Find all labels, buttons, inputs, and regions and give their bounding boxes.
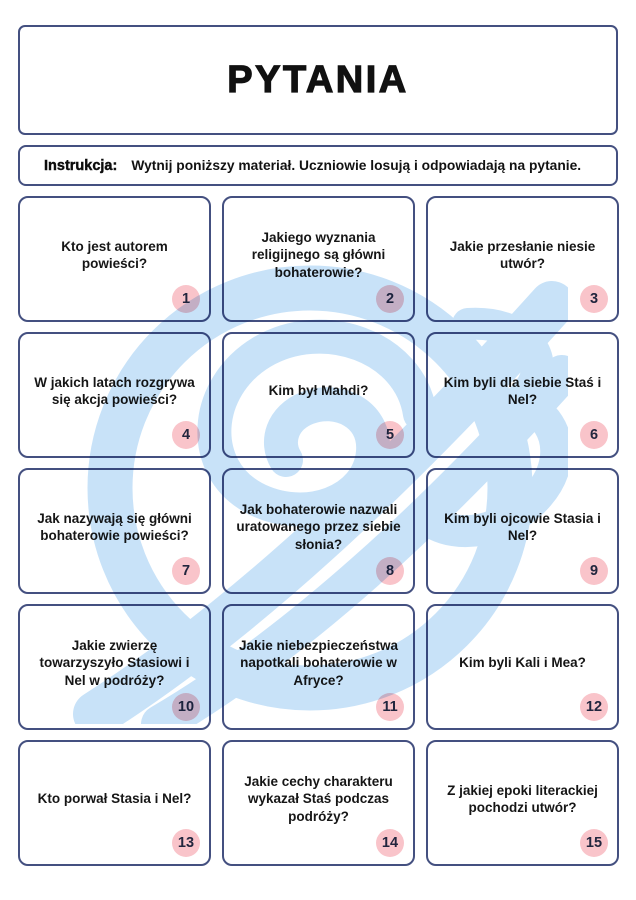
title-box [18,25,618,135]
card-number-badge: 5 [376,421,404,449]
page-title: PYTANIA [227,58,409,101]
card-number-badge: 9 [580,557,608,585]
card-question: Z jakiej epoki literackiej pochodzi utwór? [447,782,598,815]
question-card [18,604,211,730]
card-question: Kim był Mahdi? [268,383,369,399]
instruction-text: Wytnij poniższy materiał. Uczniowie losują i odpowiadają na pytanie. [131,158,582,173]
question-card [222,332,415,458]
card-question: Jakie cechy charakteru wykazał Staś podczas podróży? [244,774,393,824]
card-number-badge: 2 [376,285,404,313]
card-question: Kim byli ojcowie Stasia i Nel? [444,510,601,543]
card-question: Jak bohaterowie nazwali uratowanego przez siebie słonia? [236,502,401,552]
question-card [18,468,211,594]
card-number-badge: 4 [172,421,200,449]
card-question: Jakie niebezpieczeństwa napotkali bohaterowie w Afryce? [238,638,399,688]
question-card [222,604,415,730]
instruction-box [18,145,618,186]
card-number-badge: 6 [580,421,608,449]
card-number-badge: 12 [580,693,608,721]
question-card [426,740,619,866]
card-question: Kto jest autorem powieści? [61,238,168,271]
card-number-badge: 14 [376,829,404,857]
question-card [222,468,415,594]
question-card [426,196,619,322]
question-card [426,332,619,458]
card-number-badge: 8 [376,557,404,585]
question-card [426,604,619,730]
question-card [222,740,415,866]
card-number-badge: 11 [376,693,404,721]
question-card [18,332,211,458]
card-question: Jak nazywają się główni bohaterowie powieści? [37,510,192,543]
instruction-label: Instrukcja: [44,157,118,174]
question-card [18,196,211,322]
card-question: Jakie zwierzę towarzyszyło Stasiowi i Nel w podróży? [39,638,190,688]
card-question: Kim byli Kali i Mea? [459,655,586,671]
card-number-badge: 10 [172,693,200,721]
card-number-badge: 3 [580,285,608,313]
card-question: Kim byli dla siebie Staś i Nel? [443,374,602,407]
question-card [426,468,619,594]
card-question: Jakie przesłanie niesie utwór? [449,238,596,271]
card-number-badge: 15 [580,829,608,857]
card-number-badge: 13 [172,829,200,857]
card-question: Jakiego wyznania religijnego są główni bohaterowie? [251,230,386,280]
question-card [18,740,211,866]
card-question: W jakich latach rozgrywa się akcja powieści? [34,374,195,407]
card-number-badge: 1 [172,285,200,313]
card-question: Kto porwał Stasia i Nel? [37,791,192,807]
card-number-badge: 7 [172,557,200,585]
card-grid [18,196,619,866]
question-card [222,196,415,322]
